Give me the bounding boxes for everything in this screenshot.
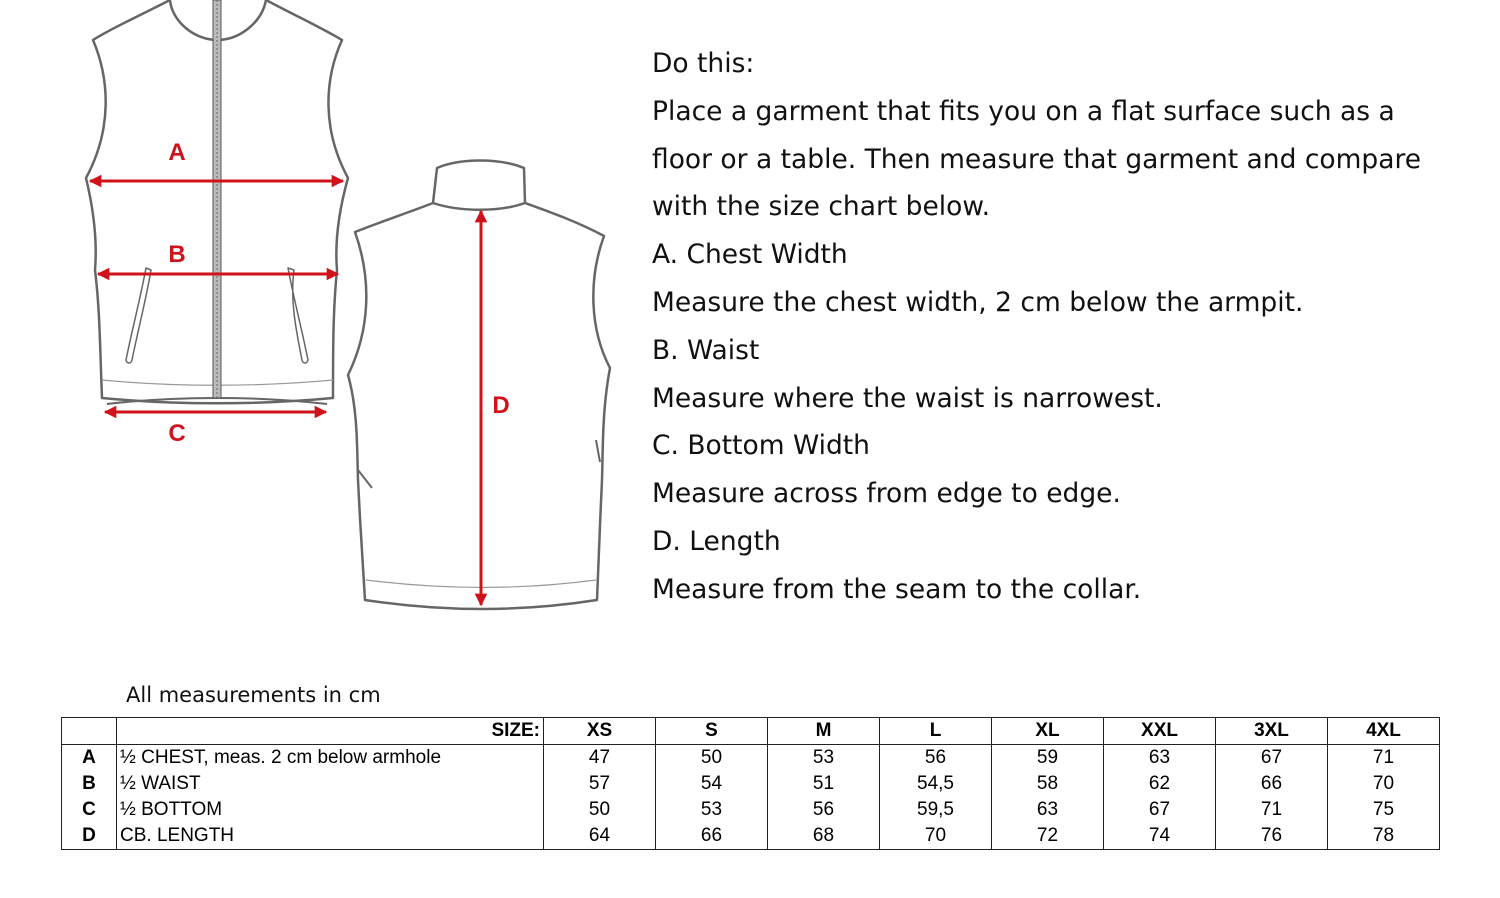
intro-line: floor or a table. Then measure that garment and compare bbox=[652, 143, 1422, 175]
measure-label-c: C bbox=[168, 420, 186, 447]
table-row bbox=[62, 823, 1440, 850]
table-cell: 72 bbox=[992, 823, 1104, 850]
table-cell: 54,5 bbox=[880, 771, 992, 797]
table-cell: 47 bbox=[544, 745, 656, 772]
table-cell: 67 bbox=[1104, 797, 1216, 823]
table-cell: 64 bbox=[544, 823, 656, 850]
table-cell: 59,5 bbox=[880, 797, 992, 823]
table-cell: 70 bbox=[880, 823, 992, 850]
row-label: CB. LENGTH bbox=[117, 823, 544, 850]
row-code: B bbox=[62, 771, 117, 797]
corner-cell bbox=[62, 718, 117, 745]
measure-label-b: B bbox=[168, 241, 186, 268]
table-cell: 62 bbox=[1104, 771, 1216, 797]
size-header: XXL bbox=[1104, 718, 1216, 745]
step-title-length: D. Length bbox=[652, 525, 781, 557]
size-header: 4XL bbox=[1328, 718, 1440, 745]
table-cell: 63 bbox=[1104, 745, 1216, 772]
table-row bbox=[62, 771, 1440, 797]
intro-line: with the size chart below. bbox=[652, 191, 991, 223]
intro-line: Place a garment that fits you on a flat surface such as a bbox=[652, 95, 1395, 127]
size-header: S bbox=[656, 718, 768, 745]
table-cell: 54 bbox=[656, 771, 768, 797]
table-cell: 50 bbox=[544, 797, 656, 823]
row-label: ½ WAIST bbox=[117, 771, 544, 797]
row-label: ½ BOTTOM bbox=[117, 797, 544, 823]
step-title-chest: A. Chest Width bbox=[652, 239, 848, 271]
header-row bbox=[62, 718, 1440, 745]
size-label: SIZE: bbox=[117, 718, 544, 745]
table-cell: 76 bbox=[1216, 823, 1328, 850]
size-header: XL bbox=[992, 718, 1104, 745]
step-title-bottom: C. Bottom Width bbox=[652, 430, 870, 462]
step-title-waist: B. Waist bbox=[652, 334, 760, 366]
row-code: C bbox=[62, 797, 117, 823]
size-header: XS bbox=[544, 718, 656, 745]
table-cell: 74 bbox=[1104, 823, 1216, 850]
front-zipper bbox=[213, 0, 221, 398]
table-cell: 75 bbox=[1328, 797, 1440, 823]
table-cell: 53 bbox=[656, 797, 768, 823]
size-header: L bbox=[880, 718, 992, 745]
table-cell: 56 bbox=[880, 745, 992, 772]
vest-measurement-diagram bbox=[0, 0, 640, 640]
step-text-chest: Measure the chest width, 2 cm below the armpit. bbox=[652, 286, 1304, 318]
step-text-waist: Measure where the waist is narrowest. bbox=[652, 382, 1163, 414]
table-cell: 66 bbox=[1216, 771, 1328, 797]
table-row bbox=[62, 797, 1440, 823]
size-chart-table bbox=[61, 717, 1440, 850]
table-cell: 70 bbox=[1328, 771, 1440, 797]
table-row bbox=[62, 745, 1440, 772]
table-cell: 59 bbox=[992, 745, 1104, 772]
table-cell: 63 bbox=[992, 797, 1104, 823]
size-header: M bbox=[768, 718, 880, 745]
row-code: A bbox=[62, 745, 117, 772]
table-cell: 67 bbox=[1216, 745, 1328, 772]
measuring-instructions bbox=[652, 40, 1472, 614]
table-cell: 51 bbox=[768, 771, 880, 797]
table-cell: 50 bbox=[656, 745, 768, 772]
table-cell: 71 bbox=[1328, 745, 1440, 772]
measure-label-d: D bbox=[492, 392, 510, 419]
size-header: 3XL bbox=[1216, 718, 1328, 745]
table-cell: 57 bbox=[544, 771, 656, 797]
row-code: D bbox=[62, 823, 117, 850]
instructions-heading: Do this: bbox=[652, 48, 755, 79]
table-cell: 78 bbox=[1328, 823, 1440, 850]
table-cell: 68 bbox=[768, 823, 880, 850]
units-note: All measurements in cm bbox=[126, 683, 381, 707]
step-text-length: Measure from the seam to the collar. bbox=[652, 573, 1142, 605]
step-text-bottom: Measure across from edge to edge. bbox=[652, 478, 1121, 510]
measure-label-a: A bbox=[168, 139, 186, 166]
table-cell: 56 bbox=[768, 797, 880, 823]
table-cell: 66 bbox=[656, 823, 768, 850]
table-cell: 53 bbox=[768, 745, 880, 772]
row-label: ½ CHEST, meas. 2 cm below armhole bbox=[117, 745, 544, 772]
vest-back-drawing bbox=[348, 161, 610, 610]
table-cell: 58 bbox=[992, 771, 1104, 797]
table-cell: 71 bbox=[1216, 797, 1328, 823]
